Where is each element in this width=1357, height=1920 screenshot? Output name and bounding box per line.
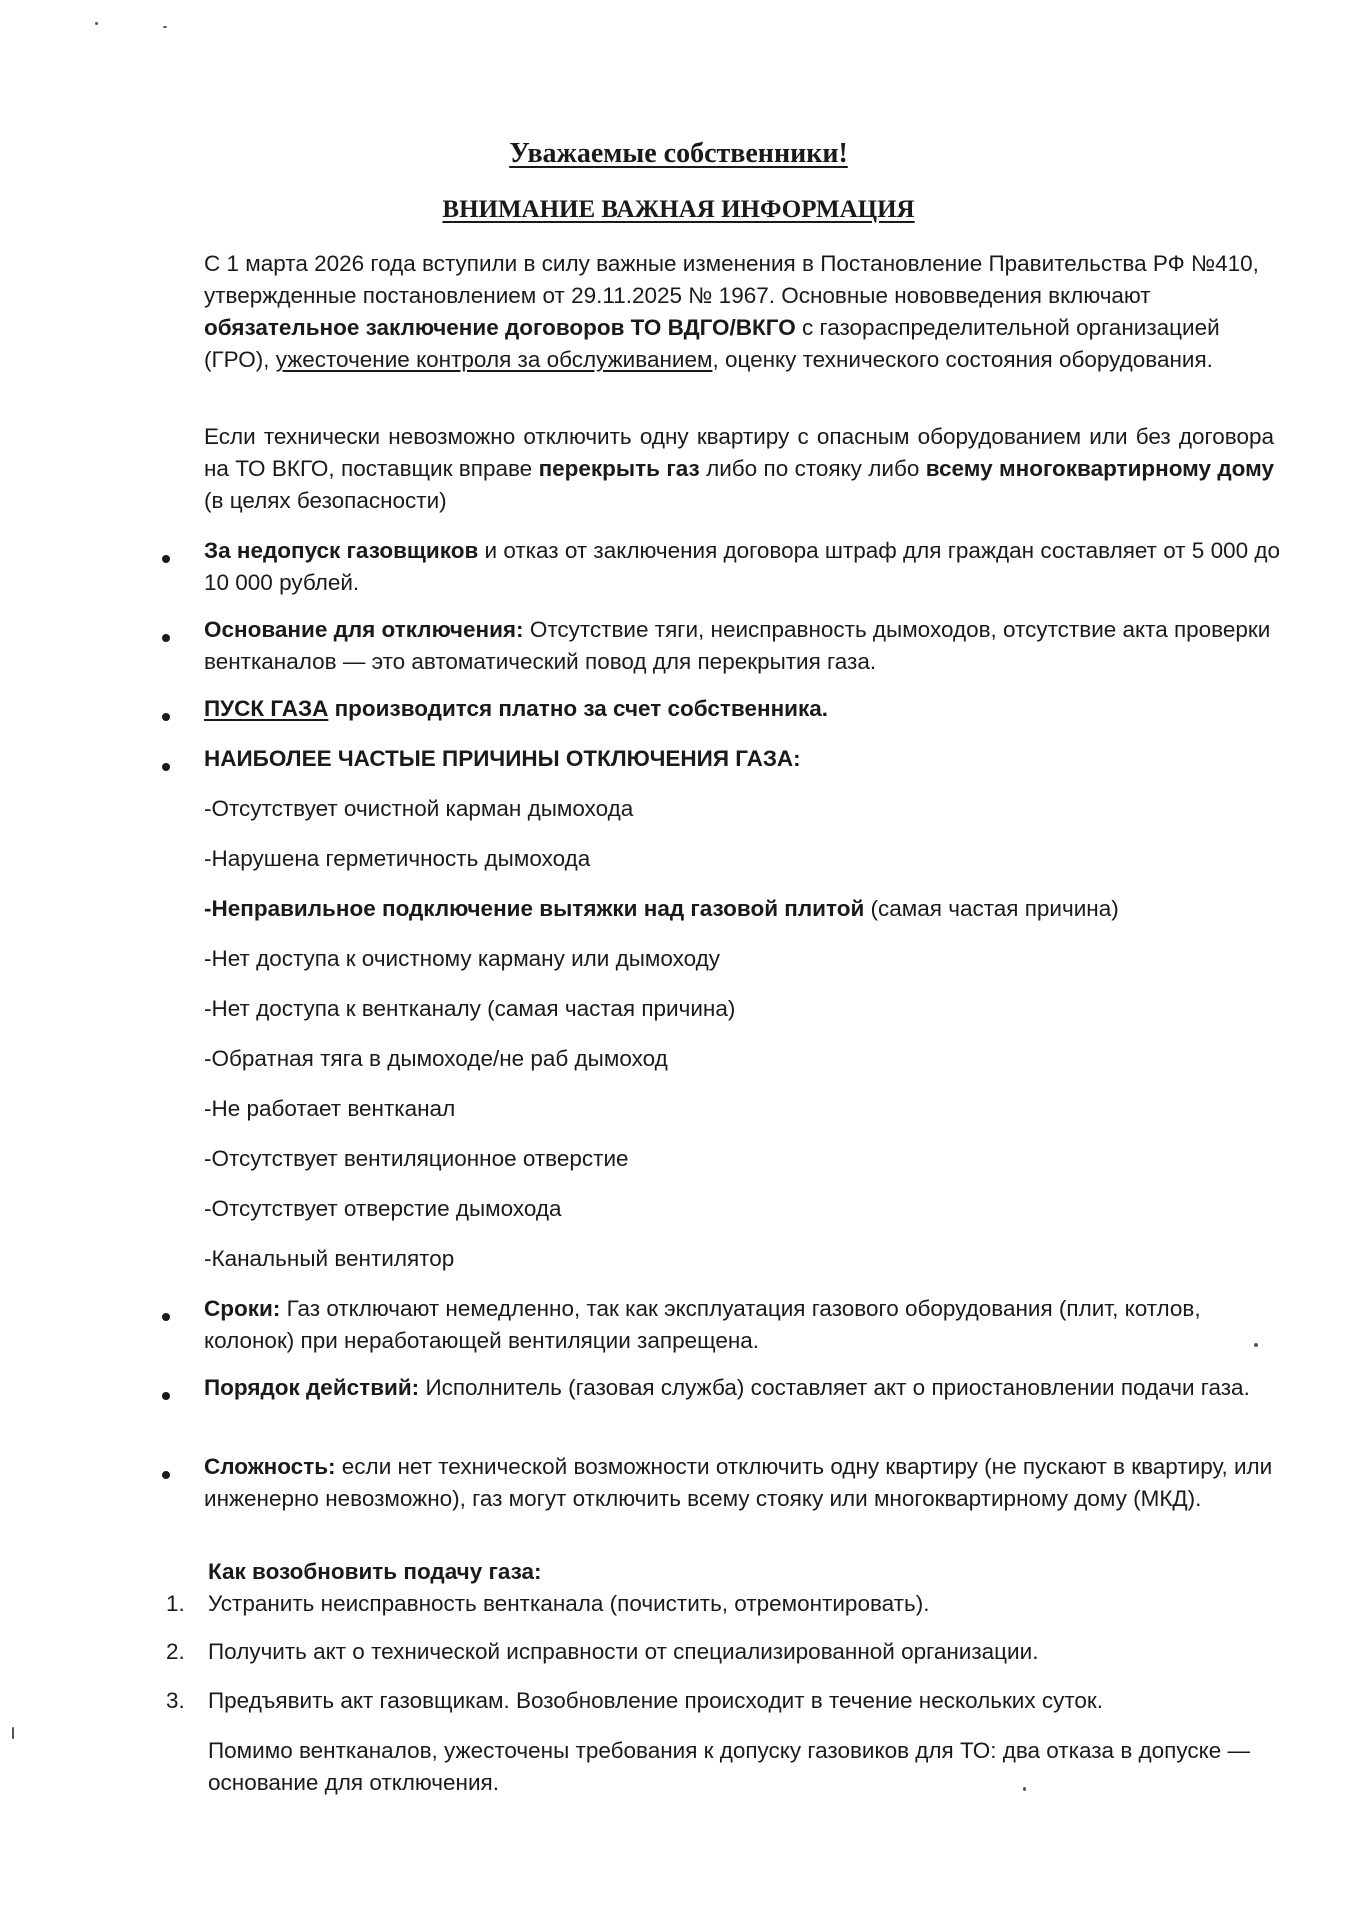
restore-heading-text: Как возобновить подачу газа: bbox=[208, 1559, 542, 1584]
reason-item bbox=[204, 893, 1304, 925]
step-number: 1. bbox=[166, 1591, 185, 1616]
bullet-text bbox=[204, 743, 1284, 775]
bullet-terms-bold: Сроки: bbox=[204, 1296, 281, 1321]
intro-p1-text-e: , оценку технического состояния оборудования. bbox=[712, 347, 1213, 372]
intro-p2-text-e: (в целях безопасности) bbox=[204, 488, 447, 513]
step-number: 3. bbox=[166, 1688, 185, 1713]
step-text: Предъявить акт газовщикам. Возобновление происходит в течение нескольких суток. bbox=[208, 1688, 1104, 1713]
bullet-dot bbox=[162, 634, 170, 642]
step-number: 2. bbox=[166, 1639, 185, 1664]
intro-p1-bold: обязательное заключение договоров ТО ВДГО/ВКГО bbox=[204, 315, 796, 340]
reason-item: -Отсутствует отверстие дымохода bbox=[204, 1196, 562, 1221]
closing-paragraph: Помимо вентканалов, ужесточены требования к допуску газовиков для ТО: два отказа в допуске — основание для отключения. bbox=[208, 1738, 1250, 1795]
intro-p2-bold-1: перекрыть газ bbox=[538, 456, 700, 481]
bullet-text bbox=[204, 1451, 1284, 1515]
intro-p2-text-a: Если технически невозможно отключить одну квартиру с опасным оборудованием или без договора на ТО ВКГО, поставщик вправе bbox=[204, 424, 1274, 481]
reason-note: (самая частая причина) bbox=[864, 896, 1119, 921]
reason-item: -Нет доступа к очистному карману или дымоходу bbox=[204, 946, 721, 971]
reason-item: -Нарушена герметичность дымохода bbox=[204, 846, 591, 871]
reason-item: -Не работает вентканал bbox=[204, 1096, 456, 1121]
bullet-order-bold: Порядок действий: bbox=[204, 1375, 420, 1400]
page-title: Уважаемые собственники! bbox=[509, 138, 848, 169]
intro-paragraph-2 bbox=[204, 421, 1274, 517]
bullet-text bbox=[204, 614, 1284, 678]
reason-item: -Отсутствует вентиляционное отверстие bbox=[204, 1146, 629, 1171]
bullet-dot bbox=[162, 555, 170, 563]
bullet-text bbox=[204, 1372, 1284, 1404]
reason-item: -Отсутствует очистной карман дымохода bbox=[204, 796, 634, 821]
page-subtitle: ВНИМАНИЕ ВАЖНАЯ ИНФОРМАЦИЯ bbox=[442, 196, 915, 223]
reason-bold: -Неправильное подключение вытяжки над газовой плитой bbox=[204, 896, 865, 921]
scan-speck bbox=[12, 1727, 14, 1739]
bullet-fine-bold: За недопуск газовщиков bbox=[204, 538, 479, 563]
restore-heading bbox=[208, 1556, 1288, 1588]
reason-item: -Нет доступа к вентканалу (самая частая причина) bbox=[204, 996, 736, 1021]
bullet-dot bbox=[162, 1471, 170, 1479]
bullet-fine-text: и отказ от заключения договора штраф для граждан составляет от 5 000 до 10 000 рублей. bbox=[204, 538, 1280, 595]
reason-item: -Канальный вентилятор bbox=[204, 1246, 455, 1271]
bullet-gas-start-text: производится платно за счет собственника. bbox=[328, 696, 829, 721]
intro-p1-text-a: С 1 марта 2026 года вступили в силу важные изменения в Постановление Правительства РФ №410, утвержденные постановлением от 29.11.2025 № 1967. Основные нововведения включают bbox=[204, 251, 1259, 308]
bullet-dot bbox=[162, 713, 170, 721]
bullet-order-text: Исполнитель (газовая служба) составляет акт о приостановлении подачи газа. bbox=[419, 1375, 1250, 1400]
intro-p1-underlined: ужесточение контроля за обслуживанием bbox=[275, 347, 713, 372]
bullet-basis-bold: Основание для отключения: bbox=[204, 617, 524, 642]
bullet-dot bbox=[162, 1313, 170, 1321]
intro-paragraph-1 bbox=[204, 248, 1274, 376]
bullet-complexity-text: если нет технической возможности отключить одну квартиру (не пускают в квартиру, или инженерно невозможно), газ могут отключить всему стояку или многоквартирному дому (МКД). bbox=[204, 1454, 1273, 1511]
reason-item: -Обратная тяга в дымоходе/не раб дымоход bbox=[204, 1046, 668, 1071]
scan-speck bbox=[95, 22, 98, 25]
bullet-text bbox=[204, 693, 1284, 725]
reasons-heading: НАИБОЛЕЕ ЧАСТЫЕ ПРИЧИНЫ ОТКЛЮЧЕНИЯ ГАЗА: bbox=[204, 746, 801, 771]
bullet-dot bbox=[162, 763, 170, 771]
intro-p2-text-c: либо по стояку либо bbox=[699, 456, 926, 481]
bullet-complexity-bold: Сложность: bbox=[204, 1454, 336, 1479]
bullet-text bbox=[204, 1293, 1284, 1357]
intro-p1-text-c: с газораспределительной организацией (ГРО), bbox=[204, 315, 1220, 372]
bullet-text bbox=[204, 535, 1284, 599]
step-text: Устранить неисправность вентканала (почистить, отремонтировать). bbox=[208, 1591, 930, 1616]
bullet-dot bbox=[162, 1392, 170, 1400]
bullet-basis-text: Отсутствие тяги, неисправность дымоходов, отсутствие акта проверки вентканалов — это автоматический повод для перекрытия газа. bbox=[204, 617, 1271, 674]
step-text: Получить акт о технической исправности от специализированной организации. bbox=[208, 1639, 1039, 1664]
intro-p2-bold-2: всему многоквартирному дому bbox=[925, 456, 1274, 481]
scan-speck bbox=[163, 26, 167, 28]
bullet-terms-text: Газ отключают немедленно, так как эксплуатация газового оборудования (плит, котлов, колонок) при неработающей вентиляции запрещена. bbox=[204, 1296, 1201, 1353]
bullet-gas-start-underlined: ПУСК ГАЗА bbox=[204, 696, 329, 721]
